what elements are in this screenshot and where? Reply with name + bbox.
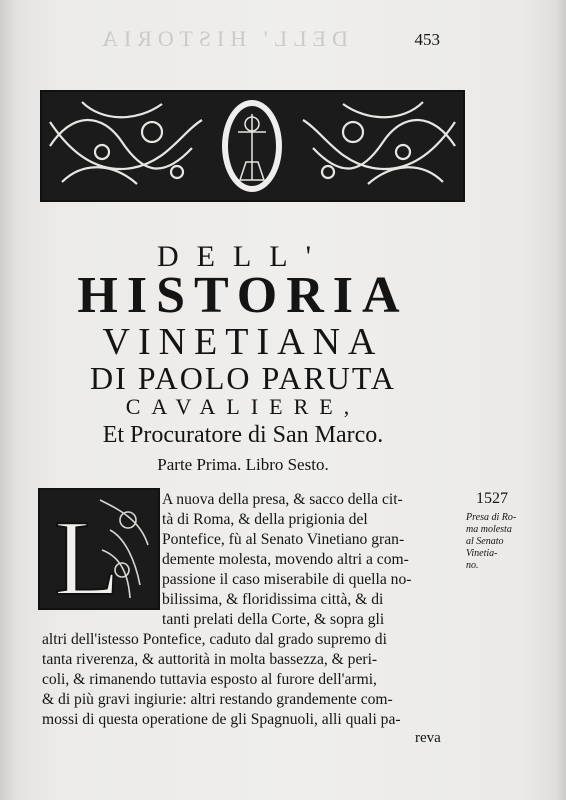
body-line: tanti prelati della Corte, & sopra gli	[162, 611, 385, 628]
title-procuratore: Et Procuratore di San Marco.	[102, 422, 384, 448]
svg-text:L: L	[54, 499, 120, 608]
body-line: demente molesta, movendo altri a com-	[162, 551, 409, 568]
body-line: Pontefice, fù al Senato Vinetiano gran-	[162, 531, 405, 548]
body-line: mossi di questa operatione de gli Spagnuoli, alli quali pa-	[42, 711, 401, 728]
catchword: reva	[415, 730, 441, 746]
body-line: tà di Roma, & della prigionia del	[162, 511, 368, 528]
page-edge-shadow	[556, 0, 566, 800]
title-cavaliere: CAVALIERE,	[125, 394, 361, 419]
margin-note	[466, 512, 516, 572]
margin-note-line: Presa di Ro-	[466, 512, 517, 523]
show-through-text: DELL' HISTORIA	[96, 26, 348, 51]
part-and-book: Parte Prima. Libro Sesto.	[157, 455, 329, 474]
margin-year: 1527	[476, 490, 508, 507]
page-number: 453	[414, 30, 440, 49]
floral-headpiece-ornament	[40, 90, 465, 202]
decorated-initial-L	[38, 488, 160, 610]
title-line-vinetiana: VINETIANA	[102, 321, 384, 363]
margin-note-line: no.	[466, 560, 479, 571]
body-line: coli, & rimanendo tuttavia esposto al furore dell'armi,	[42, 671, 377, 688]
body-line: & di più gravi ingiurie: altri restando grandemente com-	[42, 691, 393, 708]
title-line-dell: DELL'	[156, 240, 330, 273]
margin-note-line: ma molesta	[466, 524, 512, 535]
title-line-historia: HISTORIA	[77, 267, 409, 324]
body-line: tanta riverenza, & auttorità in molta bassezza, & peri-	[42, 651, 378, 668]
body-line: altri dell'istesso Pontefice, caduto dal grado supremo di	[42, 631, 387, 648]
title-author: DI PAOLO PARUTA	[89, 360, 396, 396]
floral-ornament-icon	[42, 92, 463, 200]
body-line: bilissima, & floridissima città, & di	[162, 591, 384, 608]
body-line: passione il caso miserabile di quella no-	[162, 571, 412, 588]
decorated-initial-icon	[40, 490, 158, 608]
margin-note-line: al Senato	[466, 536, 504, 547]
body-line: A nuova della presa, & sacco della cit-	[162, 491, 403, 508]
margin-note-line: Vinetia-	[466, 548, 498, 559]
